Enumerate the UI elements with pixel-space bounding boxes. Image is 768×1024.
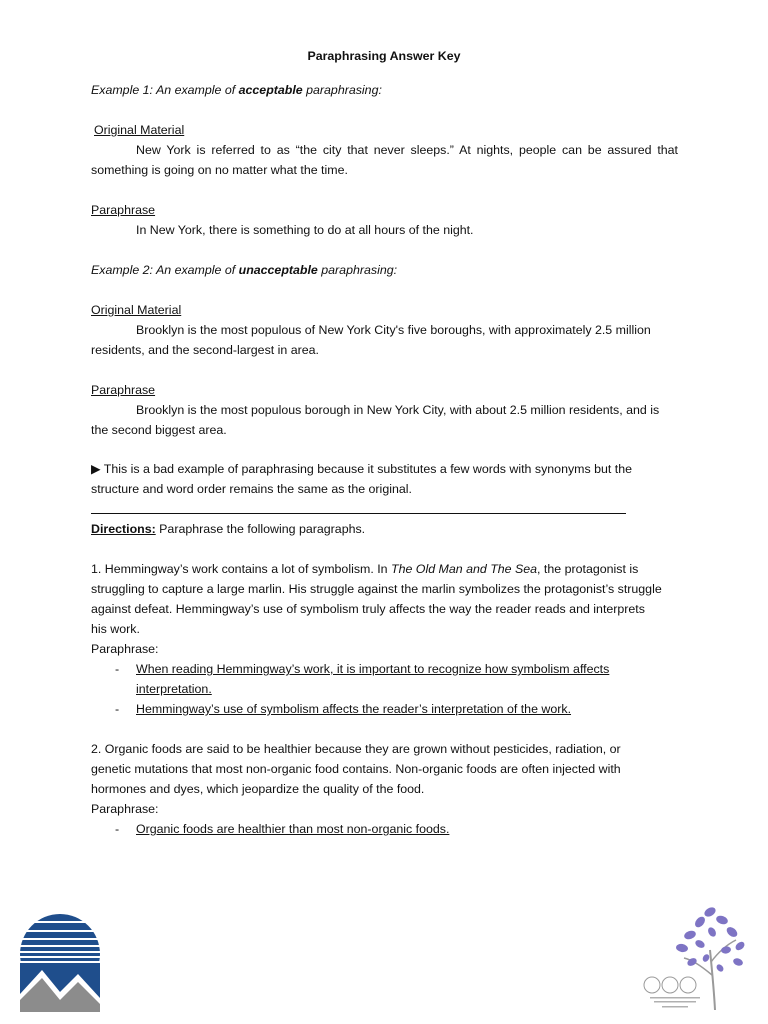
triangle-right-icon: ▶ (91, 462, 101, 476)
example1-prefix: Example 1: An example of (91, 83, 239, 97)
item2-paraphrase-label: Paraphrase: (91, 802, 159, 816)
item2-line3: hormones and dyes, which jeopardize the quality of the food. (91, 782, 425, 796)
example2-note-line2: structure and word order remains the same as the original. (91, 482, 412, 496)
example1-paraphrase-heading: Paraphrase (91, 203, 156, 217)
item1-paraphrase-label: Paraphrase: (91, 642, 159, 656)
mountain-sun-logo-icon (20, 912, 100, 1012)
page-title: Paraphrasing Answer Key (307, 49, 461, 63)
item2-answer1: Organic foods are healthier than most non-organic foods. (136, 822, 450, 836)
directions-label: Directions: (91, 522, 156, 536)
item2-line1: 2. Organic foods are said to be healthier because they are grown without pesticides, radiation, or (91, 742, 621, 756)
example1-heading (91, 82, 382, 99)
item2-line2: genetic mutations that most non-organic food contains. Non-organic foods are often injected with (91, 762, 621, 776)
item1-line3: against defeat. Hemmingway’s use of symbolism truly affects the way the reader reads and interprets (91, 602, 645, 616)
example1-keyword: acceptable (238, 83, 303, 97)
item1-book-title: The Old Man and The Sea (391, 562, 538, 576)
item2-answer1-bullet: - (115, 822, 120, 836)
example2-note-line1 (91, 461, 632, 478)
example2-original-heading: Original Material (91, 303, 182, 317)
directions (91, 521, 365, 538)
item1-answer2-bullet: - (115, 702, 120, 716)
example1-original-heading: Original Material (94, 123, 185, 137)
example2-suffix: paraphrasing: (317, 263, 398, 277)
item1-answer1-line2: interpretation. (136, 682, 212, 696)
item1-answer2: Hemmingway’s use of symbolism affects the reader’s interpretation of the work. (136, 702, 572, 716)
item1-answer1-bullet: - (115, 662, 120, 676)
example2-note-text: This is a bad example of paraphrasing because it substitutes a few words with synonyms but the (103, 462, 633, 476)
example2-heading (91, 262, 397, 279)
item1-line1-start: 1. Hemmingway’s work contains a lot of symbolism. In (91, 562, 392, 576)
example1-paraphrase-line1: In New York, there is something to do at all hours of the night. (136, 223, 474, 237)
example2-paraphrase-heading: Paraphrase (91, 383, 156, 397)
item1-line1-end: , the protagonist is (537, 562, 639, 576)
example2-paraphrase-line2: the second biggest area. (91, 423, 227, 437)
section-divider (91, 513, 626, 514)
item1-line4: his work. (91, 622, 140, 636)
asc-tree-logo-icon (640, 900, 750, 1015)
item1-answer1-line1: When reading Hemmingway’s work, it is important to recognize how symbolism affects (136, 662, 610, 676)
directions-text: Paraphrase the following paragraphs. (155, 522, 366, 536)
example1-original-line2: something is going on no matter what the time. (91, 163, 348, 177)
example1-suffix: paraphrasing: (302, 83, 382, 97)
example2-original-line2: residents, and the second-largest in area. (91, 343, 319, 357)
example2-original-line1: Brooklyn is the most populous of New York City's five boroughs, with approximately 2.5 million (136, 323, 651, 337)
example2-keyword: unacceptable (238, 263, 318, 277)
example2-paraphrase-line1: Brooklyn is the most populous borough in New York City, with about 2.5 million residents, and is (136, 403, 660, 417)
item1-line1 (91, 561, 638, 578)
item1-line2: struggling to capture a large marlin. His struggle against the marlin symbolizes the protagonist’s struggle (91, 582, 662, 596)
example2-prefix: Example 2: An example of (91, 263, 239, 277)
example1-original-line1: New York is referred to as “the city that never sleeps.” At nights, people can be assured that (136, 143, 678, 157)
